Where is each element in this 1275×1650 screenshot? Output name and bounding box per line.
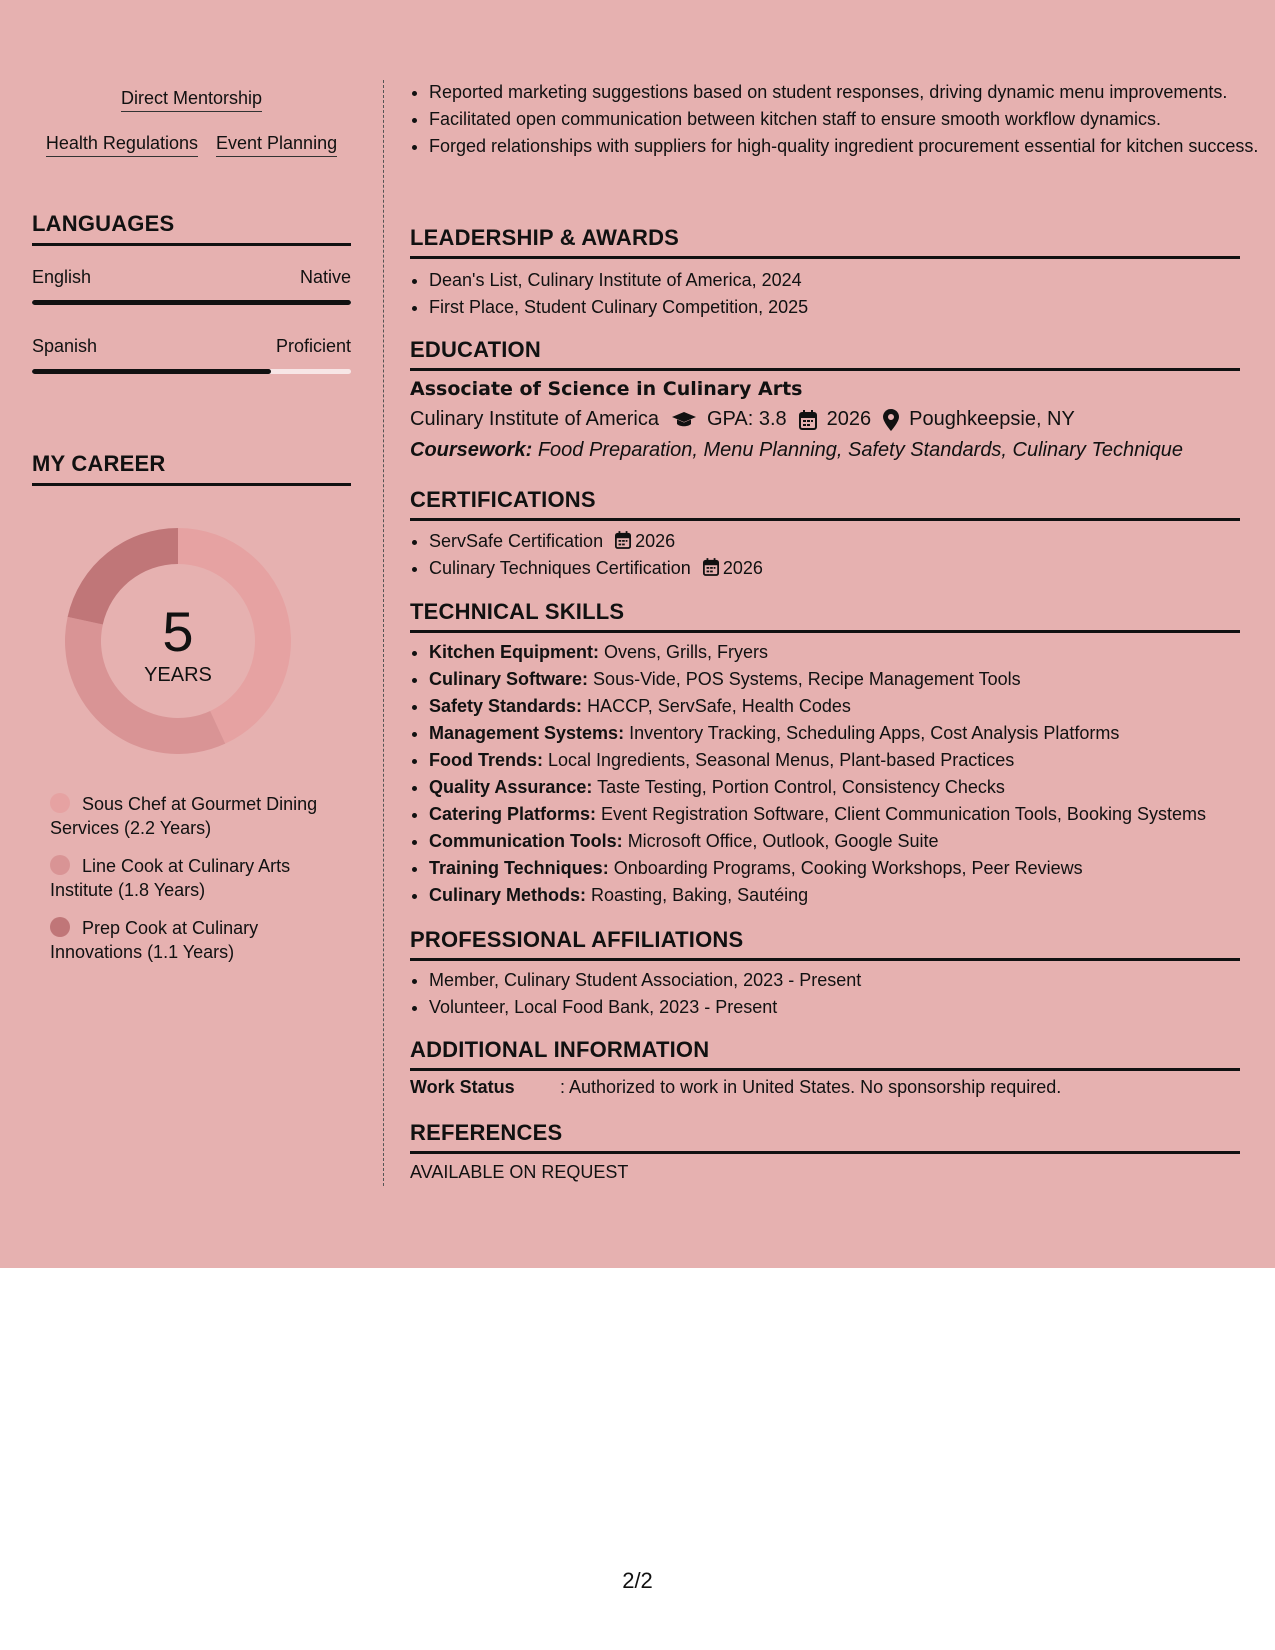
list-item: • Forged relationships with suppliers for high-quality ingredient procurement essential for kitchen success. (429, 134, 1259, 159)
language-bar (32, 300, 351, 305)
language-bar (32, 369, 351, 374)
skill-label: Training Techniques: (429, 858, 609, 878)
list-item (429, 667, 1259, 692)
education-details (410, 408, 1075, 431)
column-divider (383, 80, 384, 1186)
language-name: Spanish (32, 336, 98, 356)
career-heading: MY CAREER (32, 451, 351, 486)
skill-value: Local Ingredients, Seasonal Menus, Plant-based Practices (548, 750, 1015, 770)
list-item (429, 529, 1259, 554)
skill-value: Microsoft Office, Outlook, Google Suite (627, 831, 939, 851)
skill-label: Culinary Software: (429, 669, 589, 689)
affiliations-list (410, 968, 1259, 1022)
legend-dot (50, 793, 70, 813)
skill-value: Onboarding Programs, Cooking Workshops, Peer Reviews (613, 858, 1083, 878)
career-legend-label: Prep Cook at Culinary Innovations (1.1 Years) (50, 918, 259, 962)
degree-title: Associate of Science in Culinary Arts (410, 378, 803, 400)
list-item (429, 748, 1259, 773)
graduation-year: 2026 (826, 408, 872, 430)
school-location: Poughkeepsie, NY (909, 408, 1075, 430)
list-item (429, 694, 1259, 719)
work-status-label: Work Status (410, 1077, 515, 1097)
skills-list (410, 640, 1259, 910)
language-level: Native (299, 267, 351, 287)
skill-value: Roasting, Baking, Sautéing (591, 885, 809, 905)
skill-label: Safety Standards: (429, 696, 583, 716)
school-name: Culinary Institute of America (410, 408, 659, 430)
skill-label: Food Trends: (429, 750, 543, 770)
affiliations-heading: PROFESSIONAL AFFILIATIONS (410, 927, 1240, 961)
legend-dot (50, 917, 70, 937)
skills-heading: TECHNICAL SKILLS (410, 599, 1240, 633)
career-legend-label: Line Cook at Culinary Arts Institute (1.8 Years) (50, 856, 291, 900)
language-bar-fill (32, 369, 271, 374)
skill-value: HACCP, ServSafe, Health Codes (587, 696, 851, 716)
leadership-list (410, 268, 1259, 322)
skill-value: Sous-Vide, POS Systems, Recipe Management Tools (593, 669, 1021, 689)
leadership-heading: LEADERSHIP & AWARDS (410, 225, 1240, 259)
skill-label: Quality Assurance: (429, 777, 593, 797)
career-legend-item (50, 792, 340, 840)
skill-tag: Direct Mentorship (121, 88, 262, 112)
career-legend-item (50, 854, 340, 902)
language-english (32, 267, 351, 305)
tag-row (32, 133, 351, 157)
career-total-years: 5 (162, 600, 194, 663)
calendar-icon (703, 558, 719, 576)
list-item: • Reported marketing suggestions based on student responses, driving dynamic menu improvements. (429, 80, 1259, 105)
list-item (429, 883, 1259, 908)
coursework (410, 439, 1183, 462)
work-status (410, 1077, 1061, 1098)
list-item (429, 721, 1259, 746)
skill-label: Management Systems: (429, 723, 625, 743)
career-legend-label: Sous Chef at Gourmet Dining Services (2.2 Years) (50, 794, 318, 838)
certification-name: Culinary Techniques Certification (429, 558, 691, 578)
skill-tag: Health Regulations (46, 133, 198, 157)
list-item: • Volunteer, Local Food Bank, 2023 - Present (429, 995, 1259, 1020)
experience-bullets (410, 80, 1259, 161)
coursework-list: Food Preparation, Menu Planning, Safety Standards, Culinary Technique (537, 439, 1184, 461)
certification-year: 2026 (722, 558, 763, 578)
coursework-label: Coursework: (410, 439, 533, 461)
list-item (429, 829, 1259, 854)
calendar-icon (799, 410, 817, 430)
skill-label: Catering Platforms: (429, 804, 597, 824)
language-spanish (32, 336, 351, 374)
graduation-cap-icon (671, 411, 697, 429)
location-pin-icon (883, 409, 899, 431)
career-donut (65, 528, 291, 754)
skill-label: Kitchen Equipment: (429, 642, 599, 662)
gpa: GPA: 3.8 (707, 408, 787, 430)
languages-heading: LANGUAGES (32, 211, 351, 246)
education-heading: EDUCATION (410, 337, 1240, 371)
skill-value: Event Registration Software, Client Communication Tools, Booking Systems (601, 804, 1206, 824)
calendar-icon (615, 531, 631, 549)
page-number: 2/2 (622, 1568, 653, 1593)
list-item: • Member, Culinary Student Association, 2023 - Present (429, 968, 1259, 993)
certification-name: ServSafe Certification (429, 531, 604, 551)
certification-year: 2026 (635, 531, 676, 551)
certifications-heading: CERTIFICATIONS (410, 487, 1240, 521)
legend-dot (50, 855, 70, 875)
references-heading: REFERENCES (410, 1120, 1240, 1154)
list-item: • Facilitated open communication between kitchen staff to ensure smooth workflow dynamics. (429, 107, 1259, 132)
skill-tag: Event Planning (216, 133, 337, 157)
language-bar-fill (32, 300, 351, 305)
list-item (429, 856, 1259, 881)
list-item (429, 640, 1259, 665)
skill-value: Inventory Tracking, Scheduling Apps, Cost Analysis Platforms (629, 723, 1120, 743)
list-item (429, 775, 1259, 800)
list-item (429, 802, 1259, 827)
work-status-value: : Authorized to work in United States. No sponsorship required. (560, 1077, 1062, 1097)
career-legend-item (50, 916, 340, 964)
career-years-label: YEARS (144, 664, 212, 686)
skill-value: Ovens, Grills, Fryers (604, 642, 769, 662)
skill-label: Communication Tools: (429, 831, 623, 851)
skill-label: Culinary Methods: (429, 885, 587, 905)
references-text: AVAILABLE ON REQUEST (410, 1162, 629, 1182)
list-item: • Dean's List, Culinary Institute of America, 2024 (429, 268, 1259, 293)
skill-value: Taste Testing, Portion Control, Consistency Checks (597, 777, 1005, 797)
list-item: • First Place, Student Culinary Competition, 2025 (429, 295, 1259, 320)
certifications-list (410, 529, 1259, 583)
language-level: Proficient (275, 336, 351, 356)
language-name: English (32, 267, 92, 287)
tag-row (32, 88, 351, 112)
additional-info-heading: ADDITIONAL INFORMATION (410, 1037, 1240, 1071)
list-item (429, 556, 1259, 581)
